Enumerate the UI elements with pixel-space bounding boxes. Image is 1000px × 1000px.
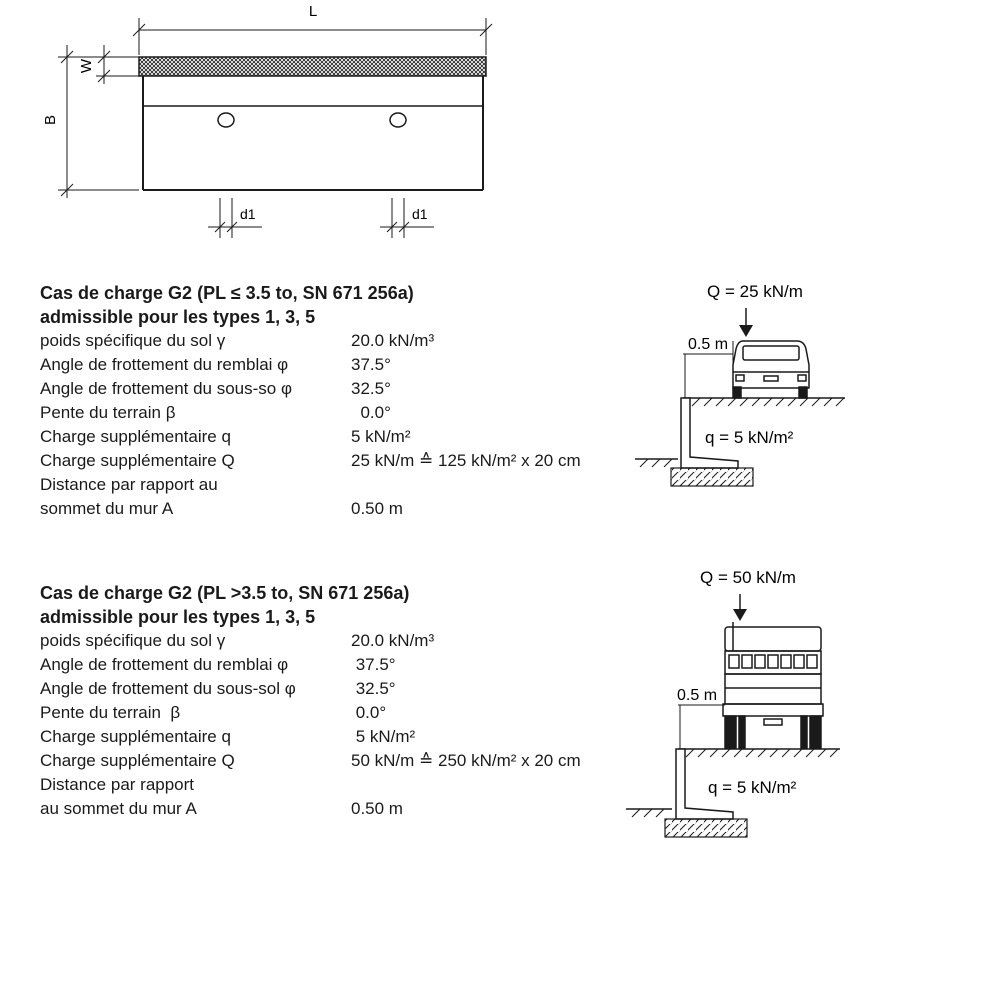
length-label: L [308,3,318,20]
row-value: 32.5° [351,679,396,698]
row-label: Charge supplémentaire q [40,427,231,446]
row-label: Pente du terrain β [40,403,176,422]
row-label: Charge supplémentaire Q [40,451,235,470]
row-label: Charge supplémentaire q [40,727,231,746]
truck-icon [723,622,823,748]
car-icon [733,341,809,398]
width-dimension [78,45,139,84]
case2-row [40,773,620,797]
hole-right-label: d1 [412,206,428,222]
case1-row [40,473,620,497]
hole-right [390,113,406,127]
row-value: 5 kN/m² [351,427,411,446]
case2-figure [626,568,840,837]
row-label: sommet du mur A [40,499,174,518]
case1-load-arrow-icon [739,325,753,337]
row-label: Pente du terrain β [40,703,181,722]
row-value: 37.5° [351,655,396,674]
case1-text [40,281,620,521]
case2-row [40,797,620,821]
case1-row [40,377,620,401]
case1-foundation [671,468,753,486]
case2-row [40,701,620,725]
row-label: Angle de frottement du sous-so φ [40,379,292,398]
row-value: 32.5° [351,379,391,398]
case1-row [40,425,620,449]
row-value: 25 kN/m ≙ 125 kN/m² x 20 cm [351,451,581,470]
case2-row [40,725,620,749]
case1-load-label: Q = 25 kN/m [707,282,803,301]
case2-distance-label: 0.5 m [677,687,718,704]
row-value: 0.50 m [351,499,403,518]
row-label: Angle de frottement du remblai φ [40,355,289,374]
row-value: 5 kN/m² [351,727,416,746]
wall-element [139,57,486,190]
case2-load-arrow-icon [733,609,747,621]
case2-title: Cas de charge G2 (PL >3.5 to, SN 671 256a) [40,583,410,603]
case1-distance-label: 0.5 m [688,336,729,353]
row-value: 20.0 kN/m³ [351,631,435,650]
width-label: W [78,58,95,74]
case1-row [40,329,620,353]
case2-row [40,749,620,773]
case1-row [40,497,620,521]
hole-right-dimension [380,198,434,238]
row-value: 0.50 m [351,799,403,818]
row-value: 50 kN/m ≙ 250 kN/m² x 20 cm [351,751,581,770]
case1-row [40,449,620,473]
height-label: B [42,114,59,126]
row-label: Distance par rapport [40,775,195,794]
case2-row [40,677,620,701]
row-value: 37.5° [351,355,391,374]
row-label: au sommet du mur A [40,799,197,818]
case1-surcharge-label: q = 5 kN/m² [705,428,794,447]
row-label: Angle de frottement du remblai φ [40,655,289,674]
row-label: Charge supplémentaire Q [40,751,235,770]
case2-foundation [665,819,747,837]
case1-row [40,353,620,377]
case2-row [40,629,620,653]
hole-left [218,113,234,127]
case2-row [40,653,620,677]
case2-text [40,581,620,821]
case1-title: Cas de charge G2 (PL ≤ 3.5 to, SN 671 256a) [40,283,414,303]
case2-surcharge-label: q = 5 kN/m² [708,778,797,797]
row-value: 20.0 kN/m³ [351,331,435,350]
length-dimension [133,3,492,55]
hole-left-dimension [208,198,262,238]
case2-subtitle: admissible pour les types 1, 3, 5 [40,607,316,627]
case1-figure [635,282,845,486]
row-label: poids spécifique du sol γ [40,331,226,350]
row-value: 0.0° [351,703,387,722]
row-label: poids spécifique du sol γ [40,631,226,650]
case1-subtitle: admissible pour les types 1, 3, 5 [40,307,316,327]
hole-left-label: d1 [240,206,256,222]
row-label: Distance par rapport au [40,475,218,494]
case1-row [40,401,620,425]
case2-load-label: Q = 50 kN/m [700,568,796,587]
row-value: 0.0° [351,403,391,422]
row-label: Angle de frottement du sous-sol φ [40,679,296,698]
